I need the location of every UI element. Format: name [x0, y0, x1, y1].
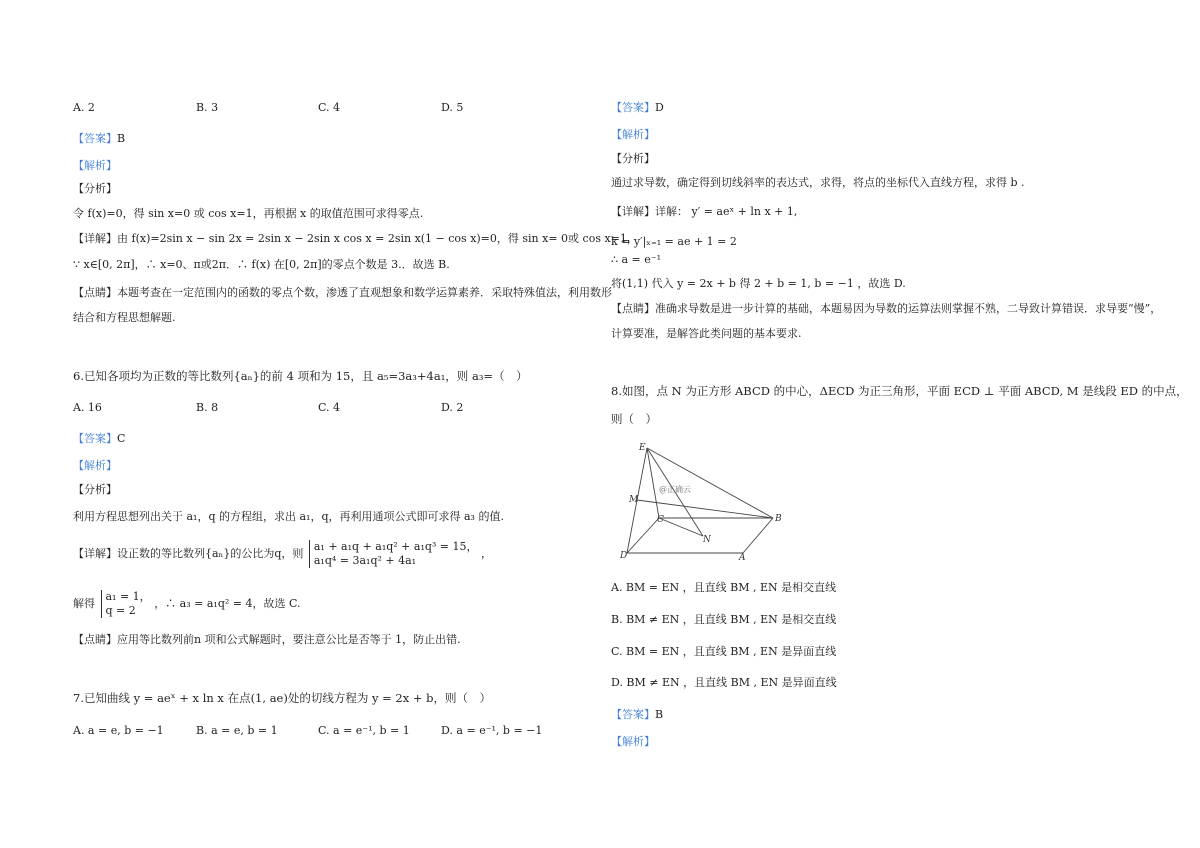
q8-stem-line-1: 8.如图，点 N 为正方形 ABCD 的中心，ΔECD 为正三角形，平面 ECD ⊥ 平面 ABCD, M 是线段 ED 的中点， — [611, 384, 1188, 398]
q7-fenxi-tag: 【分析】 — [611, 152, 655, 165]
q6-solve — [73, 590, 301, 618]
answer-tag: 【答案】 — [73, 132, 117, 145]
q8-stem-line-2: 则（ ） — [611, 412, 657, 426]
figure-watermark: @正确云 — [659, 485, 691, 494]
q8-figure-svg — [615, 438, 785, 563]
q6-dianjing: 【点睛】应用等比数列前n 项和公式解题时，要注意公比是否等于 1，防止出错. — [73, 633, 461, 646]
q7-stem: 7.已知曲线 y = aeˣ + x ln x 在点(1, ae)处的切线方程为 y = 2x + b，则（ ） — [73, 691, 492, 705]
q8-option-b: B. BM ≠ EN ，且直线 BM , EN 是相交直线 — [611, 613, 837, 626]
q8-geometry-figure — [615, 438, 785, 563]
q7-detail-line-1: 【详解】详解： y′ = aeˣ + ln x + 1, — [611, 205, 798, 218]
q7-detail-line-4: 将(1,1) 代入 y = 2x + b 得 2 + b = 1, b = −1 ，故选 D. — [611, 277, 906, 290]
q7-answer — [611, 101, 664, 115]
figure-label-b: B — [775, 514, 782, 524]
answer-value: C — [117, 432, 126, 445]
q8-option-c: C. BM = EN ，且直线 BM , EN 是异面直线 — [611, 645, 837, 658]
q6-answer — [73, 432, 125, 446]
q5-fenxi-text: 令 f(x)=0，得 sin x=0 或 cos x=1，再根据 x 的取值范围可求得零点. — [73, 207, 424, 220]
q6-option-d: D. 2 — [441, 401, 464, 414]
q8-option-a: A. BM = EN ，且直线 BM , EN 是相交直线 — [611, 581, 837, 594]
q5-option-c: C. 4 — [318, 101, 341, 114]
figure-label-n: N — [703, 535, 711, 545]
q6-option-a: A. 16 — [73, 401, 102, 414]
q5-option-a: A. 2 — [73, 101, 95, 114]
q5-detail-line-1: 【详解】由 f(x)=2sin x − sin 2x = 2sin x − 2sin x cos x = 2sin x(1 − cos x)=0，得 sin x= 0或 cos x=1， — [73, 232, 638, 245]
figure-label-e: E — [639, 443, 646, 453]
q8-analysis-tag: 【解析】 — [611, 735, 655, 748]
q6-stem: 6.已知各项均为正数的等比数列{aₙ}的前 4 项和为 15，且 a₅=3a₃+4a₁，则 a₃=（ ） — [73, 369, 528, 383]
q7-option-d: D. a = e⁻¹, b = −1 — [441, 724, 543, 737]
q7-detail-line-2: k = y′|ₓ₌₁ = ae + 1 = 2 — [611, 235, 737, 248]
figure-label-c: C — [657, 515, 664, 525]
q5-answer — [73, 132, 125, 146]
q6-equation-system — [309, 540, 478, 568]
q5-dianjing-line-1: 【点睛】本题考查在一定范围内的函数的零点个数，渗透了直观想象和数学运算素养．采取特殊值法，利用数形 — [73, 286, 612, 299]
q6-option-b: B. 8 — [196, 401, 219, 414]
q6-detail-suffix: ， — [481, 547, 493, 560]
q7-fenxi-text: 通过求导数，确定得到切线斜率的表达式，求得，将点的坐标代入直线方程，求得 b . — [611, 176, 1025, 189]
q7-option-b: B. a = e, b = 1 — [196, 724, 278, 737]
q6-solution-1: a₁ = 1， — [105, 590, 151, 603]
q6-fenxi-tag: 【分析】 — [73, 483, 117, 496]
answer-value: B — [117, 132, 126, 145]
answer-tag: 【答案】 — [611, 101, 655, 114]
q5-fenxi-tag: 【分析】 — [73, 182, 117, 195]
figure-label-d: D — [620, 551, 628, 561]
q6-solution-2: q = 2 — [105, 604, 136, 617]
q8-option-d: D. BM ≠ EN ，且直线 BM , EN 是异面直线 — [611, 676, 837, 689]
q6-equation-1: a₁ + a₁q + a₁q² + a₁q³ = 15， — [313, 540, 478, 553]
q5-analysis-tag: 【解析】 — [73, 159, 117, 172]
q6-option-c: C. 4 — [318, 401, 341, 414]
q8-answer — [611, 708, 663, 722]
q6-fenxi-text: 利用方程思想列出关于 a₁，q 的方程组，求出 a₁，q，再利用通项公式即可求得 a₃ 的值. — [73, 510, 504, 523]
q5-option-b: B. 3 — [196, 101, 219, 114]
q6-detail-prefix: 【详解】设正数的等比数列{aₙ}的公比为q，则 — [73, 547, 304, 560]
q5-dianjing-line-2: 结合和方程思想解题. — [73, 311, 176, 324]
q7-dianjing-line-1: 【点睛】准确求导数是进一步计算的基础，本题易因为导数的运算法则掌握不熟，二导致计算错误．求导要“慢”， — [611, 302, 1162, 315]
q7-detail-line-3: ∴ a = e⁻¹ — [611, 253, 661, 266]
q6-analysis-tag: 【解析】 — [73, 459, 117, 472]
q6-equation-2: a₁q⁴ = 3a₁q² + 4a₁ — [313, 554, 417, 567]
answer-tag: 【答案】 — [611, 708, 655, 721]
q7-option-a: A. a = e, b = −1 — [73, 724, 164, 737]
answer-value: D — [655, 101, 664, 114]
q5-detail-line-2: ∵ x∈[0, 2π]，∴ x=0、π或2π．∴ f(x) 在[0, 2π]的零点个数是 3.．故选 B. — [73, 258, 450, 271]
q6-solve-suffix: ，∴ a₃ = a₁q² = 4，故选 C. — [154, 597, 301, 610]
answer-value: B — [655, 708, 664, 721]
figure-label-m: M — [629, 495, 639, 505]
q6-solve-prefix: 解得 — [73, 597, 95, 610]
q6-solution-system — [101, 590, 151, 618]
q7-dianjing-line-2: 计算要准，是解答此类问题的基本要求. — [611, 327, 802, 340]
answer-tag: 【答案】 — [73, 432, 117, 445]
q7-analysis-tag: 【解析】 — [611, 128, 655, 141]
figure-label-a: A — [739, 553, 746, 563]
q5-option-d: D. 5 — [441, 101, 464, 114]
q7-option-c: C. a = e⁻¹, b = 1 — [318, 724, 410, 737]
q6-detail — [73, 540, 492, 568]
